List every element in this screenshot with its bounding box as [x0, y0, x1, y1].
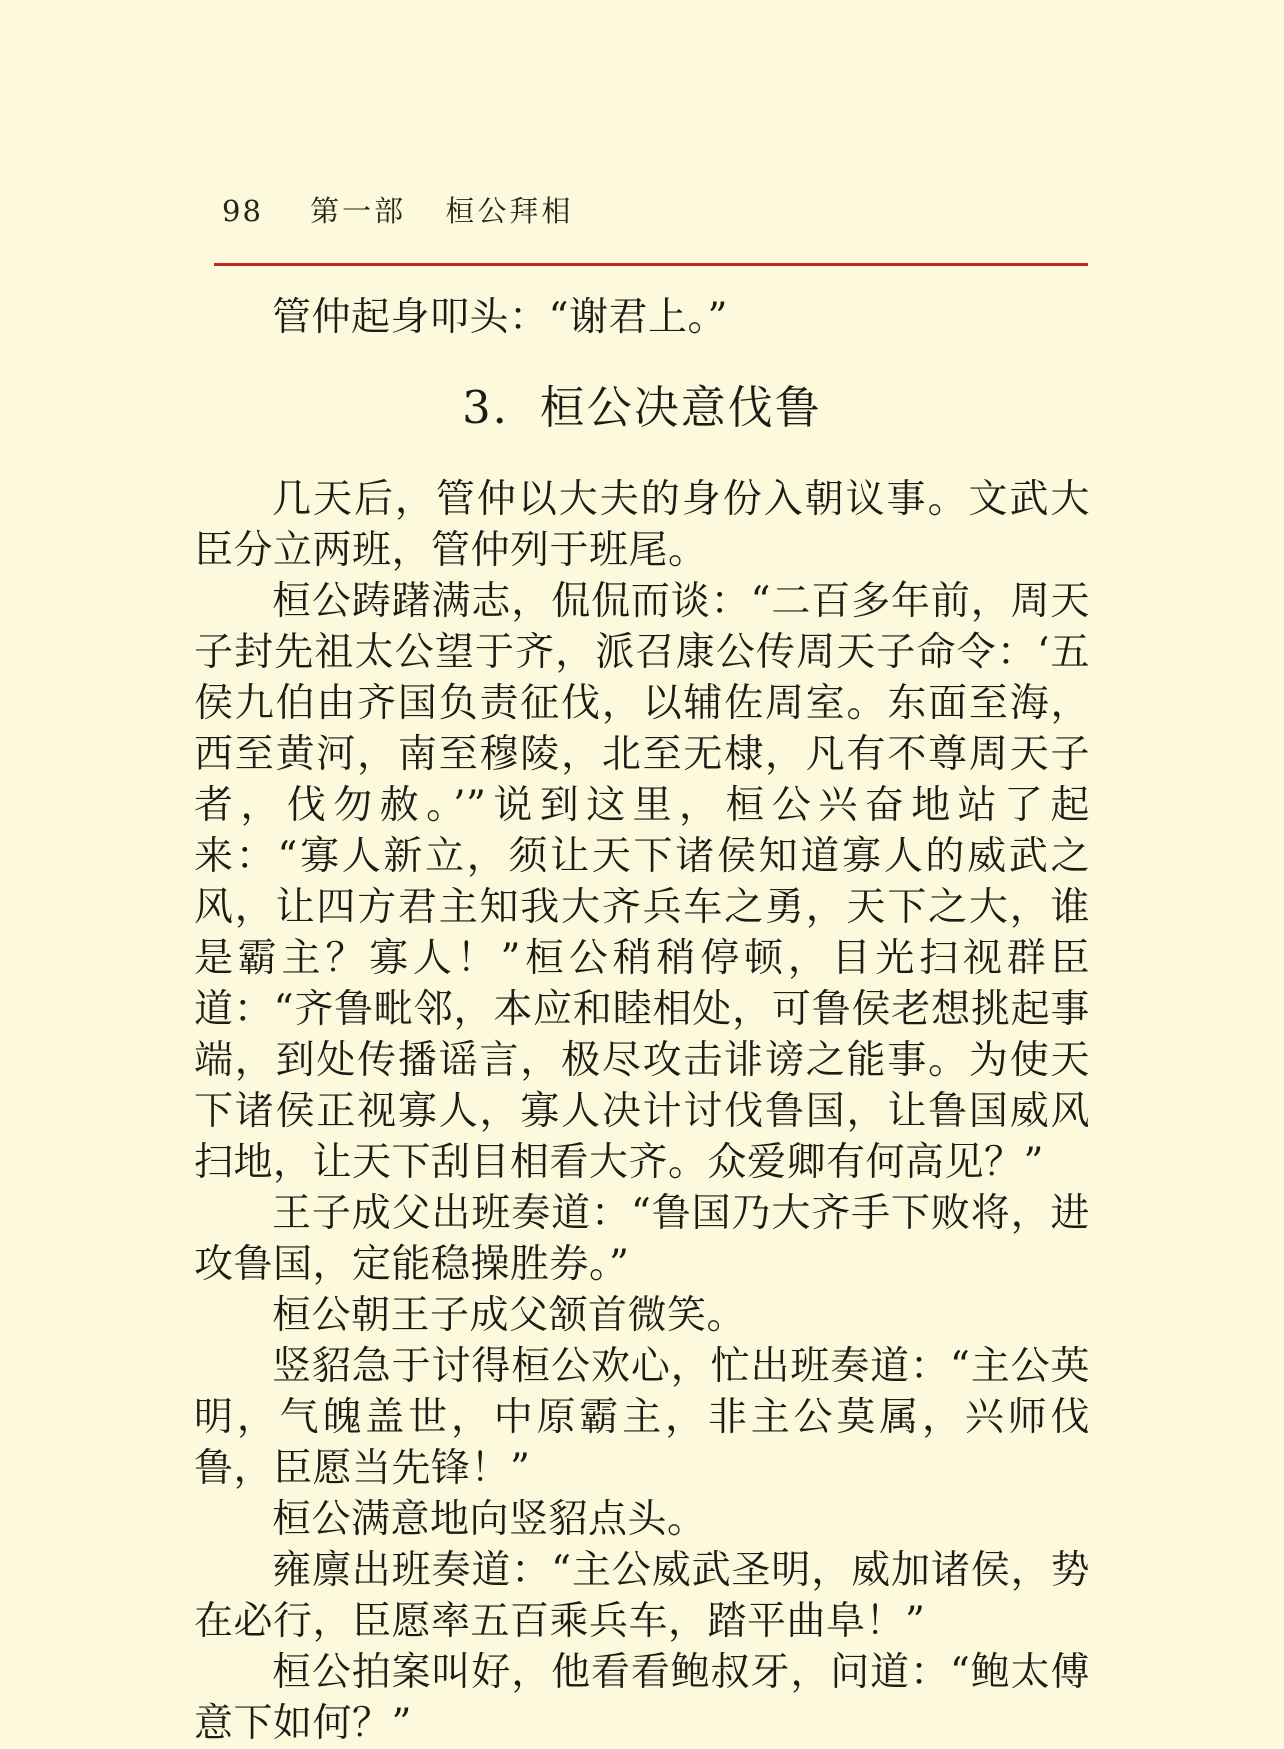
paragraph: 竖貂急于讨得桓公欢心，忙出班奏道：“主公英明，气魄盖世，中原霸主，非主公莫属，兴师伐鲁，臣愿当先锋！” [194, 1344, 1090, 1491]
paragraph-intro: 管仲起身叩头：“谢君上。” [272, 295, 728, 340]
paragraph: 几天后，管仲以大夫的身份入朝议事。文武大臣分立两班，管仲列于班尾。 [194, 477, 1090, 573]
part-label: 第一部 [310, 194, 407, 228]
paragraph: 桓公踌躇满志，侃侃而谈：“二百多年前，周天子封先祖太公望于齐，派召康公传周天子命令：‘五侯九伯由齐国负责征伐，以辅佐周室。东面至海，西至黄河，南至穆陵，北至无棣，凡有不尊周天子者，伐勿赦。’”说到这里，桓公兴奋地站了起来：“寡人新立，须让天下诸侯知道寡人的威武之风，让四方君主知我大齐兵车之勇，天下之大，谁是霸主？寡人！”桓公稍稍停顿，目光扫视群臣道：“齐鲁毗邻，本应和睦相处，可鲁侯老想挑起事端，到处传播谣言，极尽攻击诽谤之能事。为使天下诸侯正视寡人，寡人决计讨伐鲁国，让鲁国威风扫地，让天下刮目相看大齐。众爱卿有何高见？” [194, 579, 1090, 1185]
section-heading: 3．桓公决意伐鲁 [462, 381, 822, 434]
header-rule [214, 263, 1088, 266]
paragraph: 桓公满意地向竖貂点头。 [272, 1497, 707, 1542]
running-header [194, 196, 1090, 226]
paragraph: 雍廪出班奏道：“主公威武圣明，威加诸侯，势在必行，臣愿率五百乘兵车，踏平曲阜！” [194, 1548, 1090, 1644]
paragraph: 王子成父出班奏道：“鲁国乃大齐手下败将，进攻鲁国，定能稳操胜券。” [194, 1191, 1090, 1287]
paragraph: 桓公朝王子成父颔首微笑。 [272, 1293, 747, 1338]
page-number: 98 [222, 194, 263, 228]
chapter-title: 桓公拜相 [445, 194, 574, 228]
paragraph: 桓公拍案叫好，他看看鲍叔牙，问道：“鲍太傅意下如何？” [194, 1650, 1090, 1746]
